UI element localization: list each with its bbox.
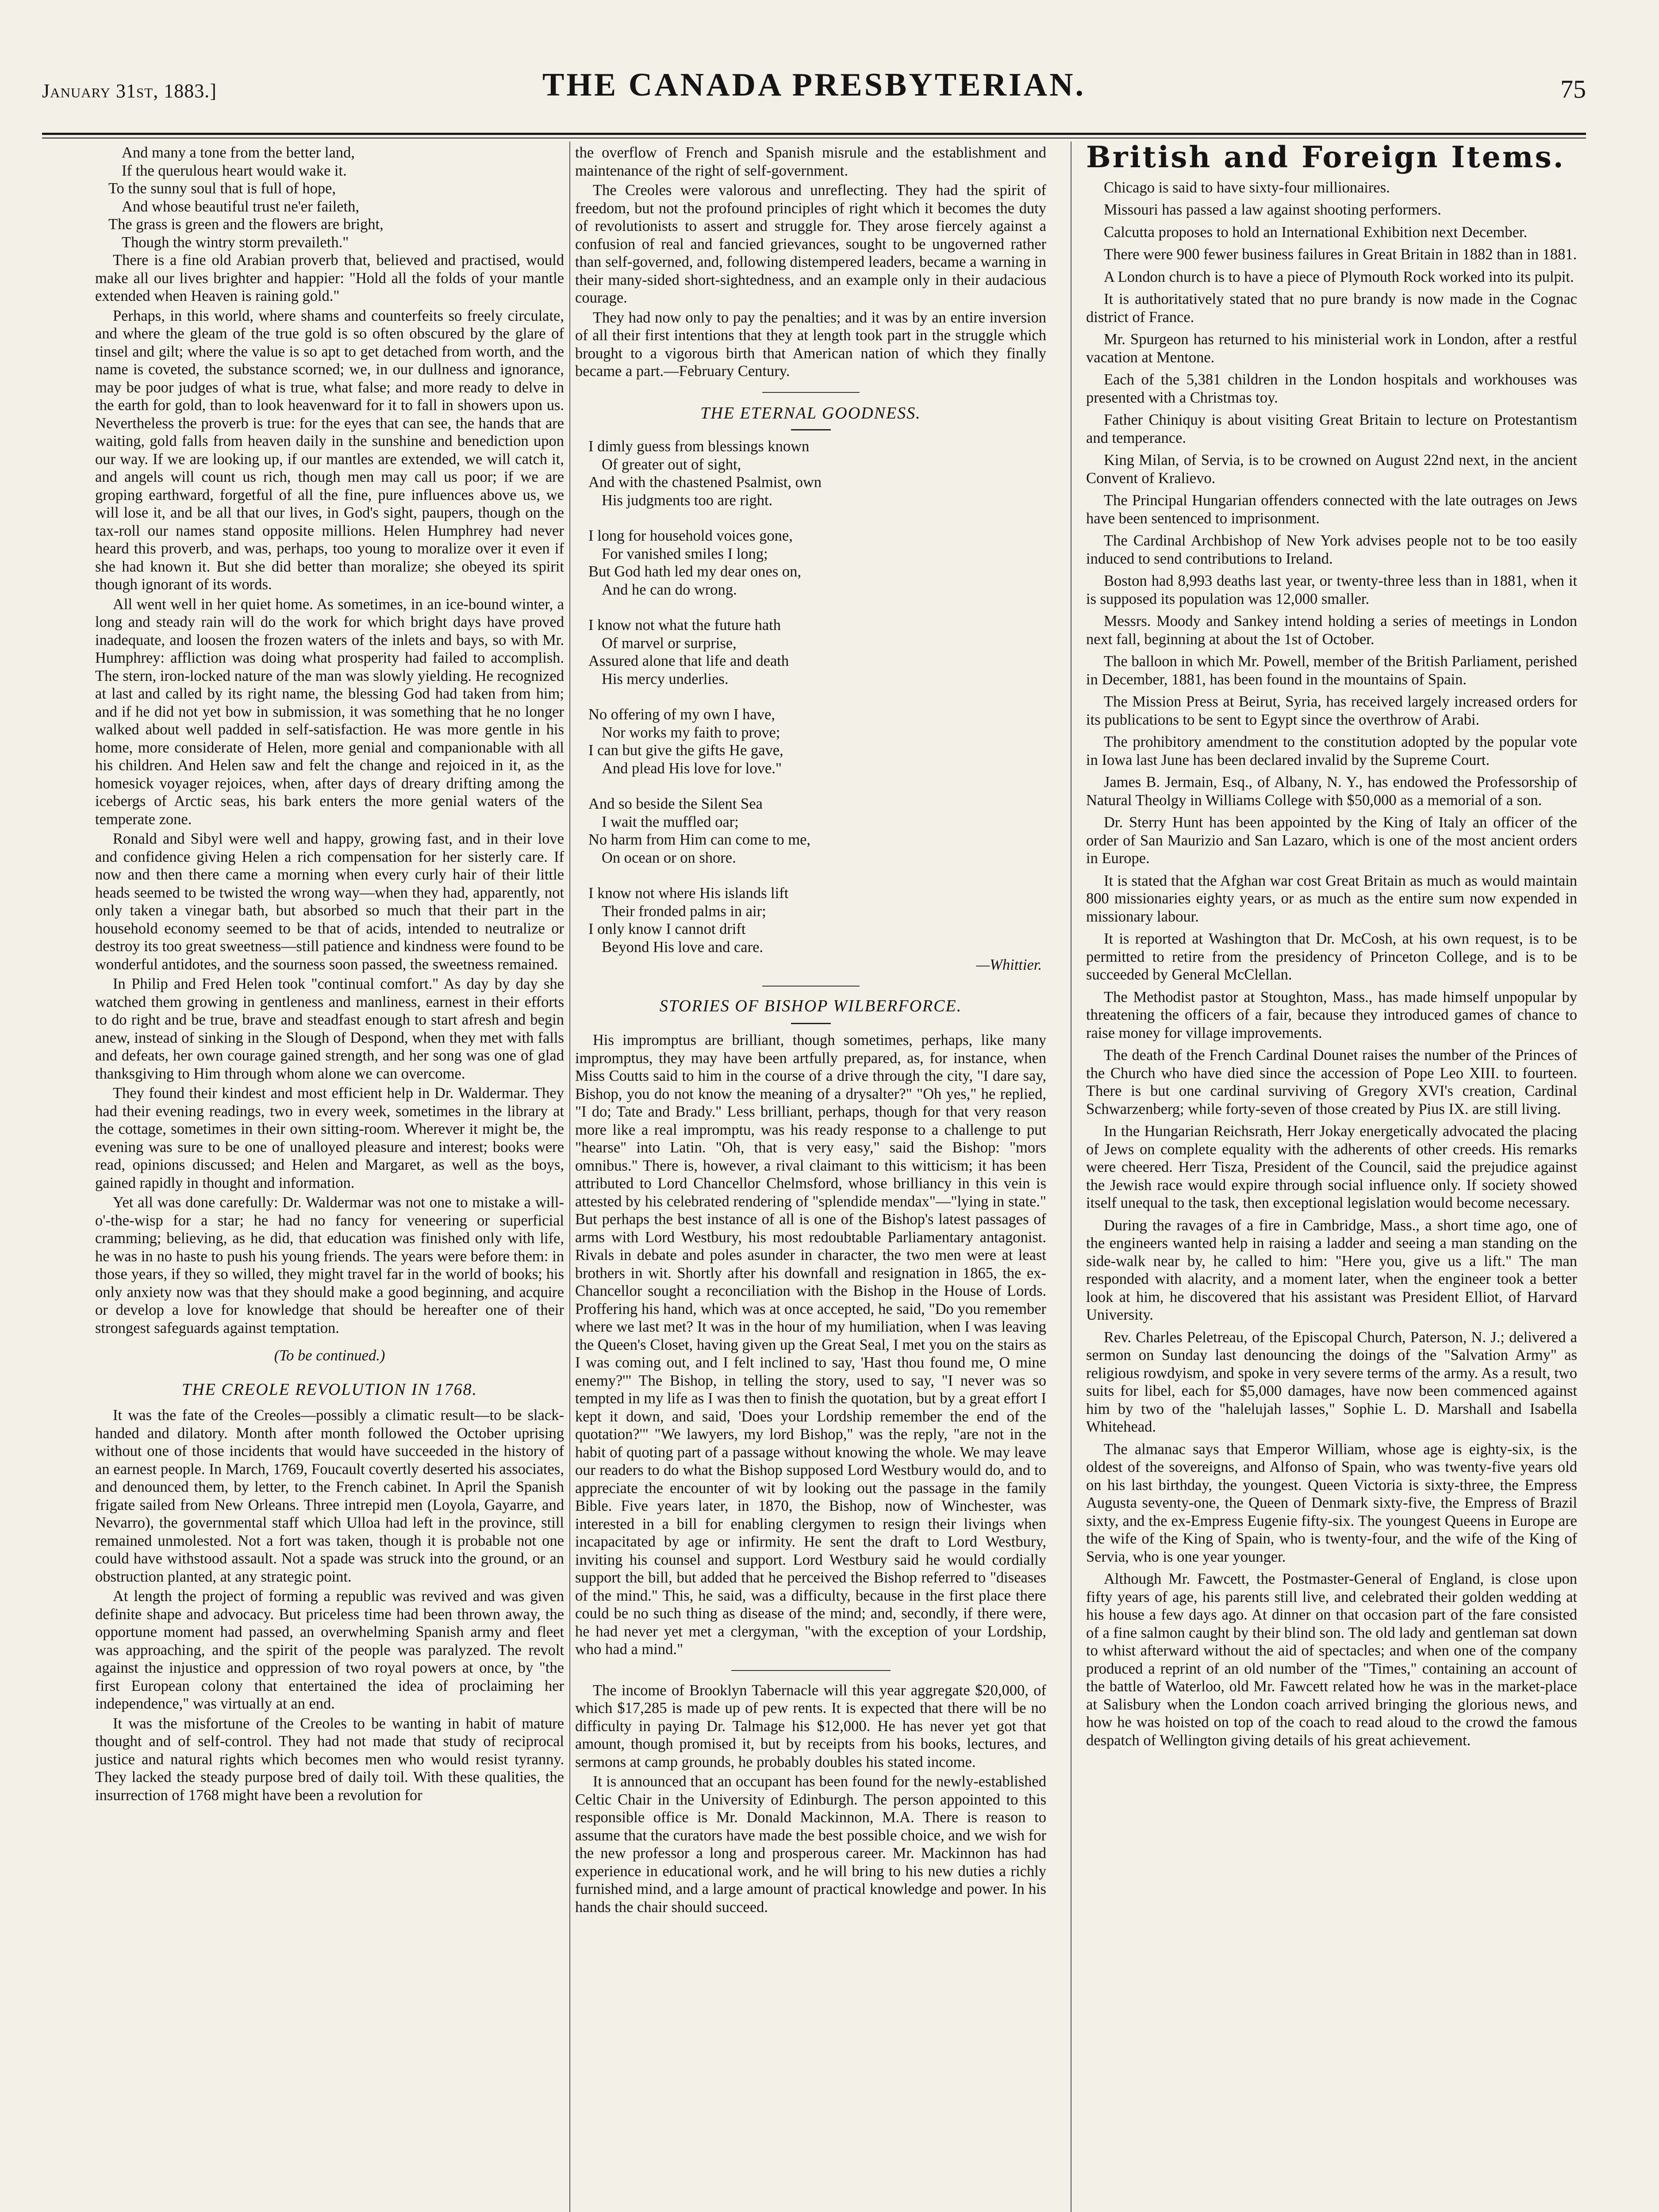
poem-line: His mercy underlies. [602, 670, 729, 687]
news-item: Rev. Charles Peletreau, of the Episcopal Church, Paterson, N. J.; delivered a sermon on Sunday last denouncing the doings of the "Salvation Army" as religious rowdyism, and spoke in very severe terms of the army. As a result, two suits for libel, each for $5,000 damages, have now been commenced against him by two of the "halelujah lasses," Sophie L. D. Marshall and Isabella Whitehead. [1086, 1329, 1577, 1435]
title-dash [791, 429, 831, 430]
stanza-gap [575, 688, 1046, 706]
news-item: There were 900 fewer business failures in Great Britain in 1882 than in 1881. [1104, 246, 1577, 263]
news-item: Boston had 8,993 deaths last year, or twenty-three less than in 1881, when it is supposed its population was 12,000 smaller. [1086, 572, 1577, 607]
article-paragraph: His impromptus are brilliant, though sometimes, perhaps, like many impromptus, they may have been artfully prepared, as, for instance, when Miss Coutts said to him in the course of a drive through the city, "I dare say, Bishop, you do not know the meaning of a drysalter?" "Oh yes," he replied, "I do; Tate and Brady." Less brilliant, perhaps, though for that very reason more like a real impromptu, was his ready response to a challenge to put "hearse" into Latin. "Oh, that is very easy," said the Bishop: "mors omnibus." There is, however, a rival claimant to this witticism; it has been attributed to Lord Chancellor Chelmsford, whose brilliancy in this vein is attested by his celebrated rendering of "splendide mendax"—"lying in state." But perhaps the best instance of all is one of the Bishop's latest passages of arms with Lord Westbury, his most redoubtable Parliamentary antagonist. Rivals in debate and poles asunder in character, the two men were at least brothers in wit. Shortly after his downfall and resignation in 1865, the ex-Chancellor sought a reconciliation with the Bishop in the House of Lords. Proffering his hand, which was at once accepted, he said, "Do you remember where we last met? It was in the hour of my humiliation, when I was leaving the Queen's Closet, having given up the Great Seal, I met you on the stairs as I was coming out, and I felt inclined to say, 'Hast thou found me, O mine enemy?'" The Bishop, in telling the story, used to say, "I never was so tempted in my life as I was then to finish the quotation, but by a great effort I kept it down, and said, 'Does your Lordship remember the end of the quotation?'" "We lawyers, my lord Bishop," was the reply, "are not in the habit of quoting part of a passage without knowing the whole. We may leave our readers to do what the Bishop supposed Lord Westbury would do, and to appreciate the encounter of wit by looking out the passage in the family Bible. Five years later, in 1870, the Bishop, now of Winchester, was interested in a bill for enabling clergymen to resign their livings when incapacitated by age or infirmity. He sent the draft to Lord Westbury, inviting his counsel and support. Lord Westbury said he would cordially support the bill, but added that he perceived the Bishop referred to "diseases of the mind." This, he said, was a difficulty, because in the first place there could be no such thing as disease of the mind; and, secondly, if there were, he had never yet met a clergyman, "with the exception of your Lordship, who had a mind." [575, 1032, 1046, 1658]
news-item: The death of the French Cardinal Dounet raises the number of the Princes of the Church who have died since the accession of Pope Leo XIII. to fourteen. There is but one cardinal surviving of Gregory XVI's creation, Cardinal Schwarzenberg; while forty-seven of those created by Pius IX. are still living. [1086, 1047, 1577, 1118]
news-item: James B. Jermain, Esq., of Albany, N. Y., has endowed the Professorship of Natural Theolgy in Williams College with $50,000 as a memorial of a son. [1086, 774, 1577, 809]
poem-line: And whose beautiful trust ne'er faileth, [122, 198, 359, 215]
stanza-gap [575, 867, 1046, 884]
news-item: It is authoritatively stated that no pure brandy is now made in the Cognac district of France. [1086, 291, 1577, 326]
stanza-gap [575, 599, 1046, 616]
article-paragraph: At length the project of forming a republic was revived and was given definite shape and advocacy. But priceless time had been thrown away, the opportune moment had passed, an overwhelming Spanish army and fleet was approaching, and the spirit of the people was paralyzed. The revolt against the injustice and oppression of two royal powers at once, by "the first European colony that entertained the idea of proclaiming her independence," was virtually at an end. [95, 1588, 564, 1712]
stanza-gap [575, 777, 1046, 795]
news-item: During the ravages of a fire in Cambridge, Mass., a short time ago, one of the engineers wanted help in raising a ladder and seeing a man standing on the side-walk near by, he called to him: "Here you, give us a lift." The man responded with alacrity, and a moment later, when the engineer took a better look at him, he discovered that his assistant was President Elliot, of Harvard University. [1086, 1217, 1577, 1323]
column-left [95, 144, 564, 1806]
page-header [42, 66, 1586, 133]
poem-title: THE ETERNAL GOODNESS. [700, 403, 921, 422]
poem-body [575, 438, 1046, 956]
article-paragraph: It was the misfortune of the Creoles to be wanting in habit of mature thought and of self-control. They had not made that study of reciprocal justice and natural rights which becomes men who would resist tyranny. They lacked the steady purpose bred of daily toil. With these qualities, the insurrection of 1768 might have been a revolution for [95, 1715, 564, 1804]
poem-line: And he can do wrong. [602, 581, 737, 598]
news-item: The almanac says that Emperor William, whose age is eighty-six, is the oldest of the sovereigns, and Alfonso of Spain, who was twenty-five years old on his last birthday, the youngest. Queen Victoria is sixty-three, the Empress Augusta seventy-one, the Queen of Denmark sixty-five, the Empress of Brazil sixty, and the ex-Empress Eugenie fifty-six. The youngest Queens in Europe are the wife of the King of Spain, who is twenty-four, and the wife of the King of Servia, who is one year younger. [1086, 1440, 1577, 1565]
news-item: The Principal Hungarian offenders connected with the late outrages on Jews have been sentenced to imprisonment. [1086, 492, 1577, 527]
column-middle [575, 144, 1046, 1918]
news-item: The balloon in which Mr. Powell, member of the British Parliament, perished in December, 1881, has been found in the mountains of Spain. [1086, 653, 1577, 688]
story-paragraph: Yet all was done carefully: Dr. Waldermar was not one to mistake a will-o'-the-wisp for a star; he had no fancy for veneering or superficial cramming; believing, as he did, that education was finished only with life, he was in no haste to push his young friends. The years were before them: in those years, if they so willed, they might travel far in the world of books; his only anxiety now was that they should make a good beginning, and acquire or develop a love for knowledge that should be hereafter one of their strongest safeguards against temptation. [95, 1194, 564, 1336]
article-title-wilberforce: STORIES OF BISHOP WILBERFORCE. [659, 996, 962, 1015]
poem-line: The grass is green and the flowers are bright, [108, 216, 384, 233]
news-item: In the Hungarian Reichsrath, Herr Jokay energetically advocated the placing of Jews on complete equality with the adherents of other creeds. His remarks were cheered. Herr Tisza, President of the Council, said the prejudice against the Jewish race would expire through social influence only. If society showed itself unequal to the task, then exceptional legislation would become necessary. [1086, 1123, 1577, 1211]
poem-fragment [95, 144, 564, 251]
section-divider [762, 392, 860, 393]
poem-line: I can but give the gifts He gave, [588, 742, 783, 759]
article-paragraph: the overflow of French and Spanish misrule and the establishment and maintenance of the right of self-government. [575, 144, 1046, 179]
story-paragraph: Ronald and Sibyl were well and happy, growing fast, and in their love and confidence giving Helen a rich compensation for her sisterly care. If now and then there came a morning when every curly hair of their little heads seemed to be twisted the wrong way—when they had, apparently, not only taken a vinegar bath, but absorbed so much that their part in the household economy seemed to be that of acids, intended to neutralize or destroy its too great sweetness—still patience and kindness were found to be wonderful antidotes, and the sourness soon passed, the sweetness remained. [95, 830, 564, 973]
news-item: The Mission Press at Beirut, Syria, has received largely increased orders for its publications to be sent to Egypt since the overthrow of Arabi. [1086, 693, 1577, 728]
poem-line: Nor works my faith to prove; [602, 724, 780, 741]
poem-attribution: —Whittier. [976, 956, 1042, 973]
news-item: The Methodist pastor at Stoughton, Mass., has made himself unpopular by threatening the officers of a fair, because they introduced games of chance to raise money for village improvements. [1086, 988, 1577, 1041]
masthead-title: THE CANADA PRESBYTERIAN. [542, 67, 1086, 103]
poem-line: On ocean or on shore. [602, 849, 736, 866]
news-item: Each of the 5,381 children in the London hospitals and workhouses was presented with a Christmas toy. [1086, 371, 1577, 406]
poem-line: I long for household voices gone, [588, 527, 793, 544]
poem-line: Assured alone that life and death [588, 653, 789, 669]
story-paragraph: All went well in her quiet home. As sometimes, in an ice-bound winter, a long and steady rain will do the work for which bright days have proved inadequate, and loosen the frozen waters of the inlets and bays, so with Mr. Humphrey: affliction was doing what prosperity had failed to accomplish. The stern, iron-locked nature of the man was slowly yielding. He recognized at last and called by its right name, the blessing God had taken from him; and if he did not yet bow in submission, it was something that he no longer walked about well padded in self-satisfaction. He was more gentle in his home, more considerate of Helen, more genial and companionable with all his children. And Helen saw and felt the change and rejoiced in it, as the homesick voyager rejoices, when, after days of dreary drifting among the icebergs of Arctic seas, his bark enters the more genial waters of the temperate zone. [95, 595, 564, 828]
poem-line: I only know I cannot drift [588, 921, 746, 937]
article-paragraph: It was the fate of the Creoles—possibly a climatic result—to be slack-handed and dilatory. Month after month followed the October uprising without one of those incidents that would have succeeded in the history of an earnest people. In March, 1769, Foucault covertly deserted his associates, and denounced them, by letter, to the French cabinet. In April the Spanish frigate sailed from New Orleans. Three intrepid men (Loyola, Gayarre, and Nevarro), the governmental staff which Ulloa had left in the province, still remained unmolested. Not a fort was taken, though it is probable not one could have withstood assault. Not a spade was struck into the ground, or an obstruction planted, at any strategic point. [95, 1407, 564, 1585]
header-rule-thick [42, 133, 1586, 135]
poem-line: If the querulous heart would wake it. [122, 162, 347, 179]
news-items [1086, 179, 1577, 1750]
news-item: Dr. Sterry Hunt has been appointed by the King of Italy an officer of the order of San Maurizio and San Lazaro, which is one of the most ancient orders in Europe. [1086, 814, 1577, 867]
poem-line: I know not what the future hath [588, 617, 781, 634]
news-item: It is reported at Washington that Dr. McCosh, at his own request, is to be permitted to retire from the presidency of Princeton College, and is to be succeeded by General McClellan. [1086, 930, 1577, 983]
news-paragraph: It is announced that an occupant has been found for the newly-established Celtic Chair in the University of Edinburgh. The person appointed to this responsible office is Mr. Donald Mackinnon, M.A. There is reason to assume that the curators have made the best possible choice, and we wish for the new professor a long and prosperous career. Mr. Mackinnon has had experience in educational work, and he will bring to his new duties a richly furnished mind, and a large amount of practical knowledge and power. In his hands the chair should succeed. [575, 1773, 1046, 1916]
poem-line: I wait the muffled oar; [602, 813, 739, 830]
story-paragraph: There is a fine old Arabian proverb that, believed and practised, would make all our lives brighter and happier: "Hold all the folds of your mantle extended when Heaven is raining gold." [95, 252, 564, 304]
poem-line: His judgments too are right. [602, 492, 773, 509]
to-be-continued: (To be continued.) [274, 1347, 385, 1364]
section-divider [731, 1670, 891, 1671]
page-number: 75 [1560, 75, 1586, 104]
poem-line: No harm from Him can come to me, [588, 831, 811, 848]
poem-line: I dimly guess from blessings known [588, 438, 810, 455]
poem-line: Of greater out of sight, [602, 456, 741, 473]
poem-line: No offering of my own I have, [588, 706, 775, 723]
stanza-gap [575, 509, 1046, 527]
poem-line: Of marvel or surprise, [602, 634, 737, 652]
title-dash [791, 1023, 831, 1024]
news-item: Messrs. Moody and Sankey intend holding a series of meetings in London next fall, beginning at about the 1st of October. [1086, 613, 1577, 648]
poem-line: Beyond His love and care. [602, 938, 764, 956]
poem-line: But God hath led my dear ones on, [588, 563, 801, 580]
news-item: Missouri has passed a law against shooting performers. [1104, 201, 1441, 218]
news-item: It is stated that the Afghan war cost Great Britain as much as would maintain 800 missionaries eighty years, or as much as the entire sum now expended in missionary labour. [1086, 872, 1577, 925]
news-item: King Milan, of Servia, is to be crowned on August 22nd next, in the ancient Convent of Kralievo. [1086, 452, 1577, 487]
news-item: Although Mr. Fawcett, the Postmaster-General of England, is close upon fifty years of age, his parents still live, and celebrated their golden wedding at his house a few days ago. At dinner on that occasion part of the fare consisted of a fine salmon caught by their blind son. The old lady and gentleman sat down to whist afterward without the aid of spectacles; and when one of the company produced a reprint of an old number of the "Times," containing an account of the battle of Waterloo, old Mr. Fawcett related how he was in the market-place at Salisbury when the London coach arrived bringing the glorious news, and how he was hoisted on top of the coach to read aloud to the crowd the famous despatch of Wellington giving details of his great achievement. [1086, 1571, 1577, 1749]
story-paragraph: In Philip and Fred Helen took "continual comfort." As day by day she watched them growing in gentleness and manliness, earnest in their efforts to do right and be true, brave and steadfast enough to start afresh and begin anew, instead of sinking in the Slough of Despond, when they met with falls and defeats, her own courage gained strength, and her song was one of glad thanksgiving to Him through whom alone we can overcome. [95, 975, 564, 1082]
news-item: A London church is to have a piece of Plymouth Rock worked into its pulpit. [1104, 268, 1574, 285]
poem-line: Though the wintry storm prevaileth." [122, 234, 349, 251]
story-paragraph: Perhaps, in this world, where shams and counterfeits so freely circulate, and where the gleam of the true gold is so often obscured by the glare of tinsel and gilt; where the value is so apt to get detached from worth, and the name is coveted, the substance scorned; we, in our dullness and ignorance, may be poor judges of what is true, what false; and more ready to delve in the earth for gold, than to look heavenward for it to fall in showers upon us. Nevertheless the proverb is true: for the eyes that can see, the hands that are waiting, gold falls from heaven daily in the sunshine and benediction upon our way. If we are looking up, if our mantles are extended, we will catch it, and angels will count us rich, though men may call us poor; if we are groping earthward, forgetful of all the fine, pure influences above us, we will lose it, and be all that our lives, in God's sight, paupers, though on the tax-roll our names stand opposite millions. Helen Humphrey had never heard this proverb, and was, perhaps, too young to moralize over it even if she had known it. But she did better than moralize; she obeyed its spirit though ignorant of its words. [95, 307, 564, 593]
issue-date: January 31st, 1883.] [42, 80, 217, 102]
poem-line: And so beside the Silent Sea [588, 795, 763, 812]
story-paragraph: They found their kindest and most efficient help in Dr. Waldermar. They had their evening readings, two in every week, sometimes in the library at the cottage, sometimes in their own sitting-room. Wherever it might be, the evening was sure to be one of unalloyed pleasure and interest; books were read, opinions discussed; and Helen and Margaret, as well as the boys, gained rapidly in thought and information. [95, 1085, 564, 1191]
poem-line: Their fronded palms in air; [602, 902, 766, 920]
poem-line: For vanished smiles I long; [602, 545, 768, 562]
news-item: The Cardinal Archbishop of New York advises people not to be too easily induced to send contributions to Ireland. [1086, 532, 1577, 567]
article-paragraph: They had now only to pay the penalties; and it was by an entire inversion of all their first intentions that they at length took part in the struggle which brought to a vigorous birth that American nation of which they finally became a part.—February Century. [575, 309, 1046, 380]
news-item: Calcutta proposes to hold an International Exhibition next December. [1104, 223, 1528, 241]
poem-line: And with the chastened Psalmist, own [588, 474, 822, 491]
column-right [1086, 140, 1577, 1754]
column-divider-1 [569, 142, 570, 2212]
news-item: Chicago is said to have sixty-four millionaires. [1104, 179, 1390, 196]
poem-line: To the sunny soul that is full of hope, [108, 180, 336, 197]
news-item: The prohibitory amendment to the constitution adopted by the popular vote in Iowa last June has been declared invalid by the Supreme Court. [1086, 733, 1577, 768]
poem-line: And many a tone from the better land, [122, 144, 355, 161]
section-divider [762, 986, 860, 987]
section-heading: British and Foreign Items. [1086, 140, 1565, 174]
article-title-creole: THE CREOLE REVOLUTION IN 1768. [182, 1380, 477, 1399]
article-paragraph: The Creoles were valorous and unreflecting. They had the spirit of freedom, but not the profound principles of right which it becomes the duty of revolutionists to assert and struggle for. They arose fiercely against a confusion of real and fancied grievances, sought to be ungoverned rather than self-governed, and, following distempered leaders, became a warning in their many-sided short-sightedness, and an example only in their audacious courage. [575, 182, 1046, 306]
poem-line: I know not where His islands lift [588, 885, 789, 902]
poem-line: And plead His love for love." [602, 760, 782, 777]
news-paragraph: The income of Brooklyn Tabernacle will this year aggregate $20,000, of which $17,285 is made up of pew rents. It is expected that there will be no difficulty in paying Dr. Talmage his $12,000. He has never yet got that amount, though promised it, but by receipts from his books, lectures, and sermons at camp grounds, he probably doubles his stated income. [575, 1682, 1046, 1770]
news-item: Mr. Spurgeon has returned to his ministerial work in London, after a restful vacation at Mentone. [1086, 331, 1577, 366]
news-item: Father Chiniquy is about visiting Great Britain to lecture on Protestantism and temperance. [1086, 411, 1577, 446]
